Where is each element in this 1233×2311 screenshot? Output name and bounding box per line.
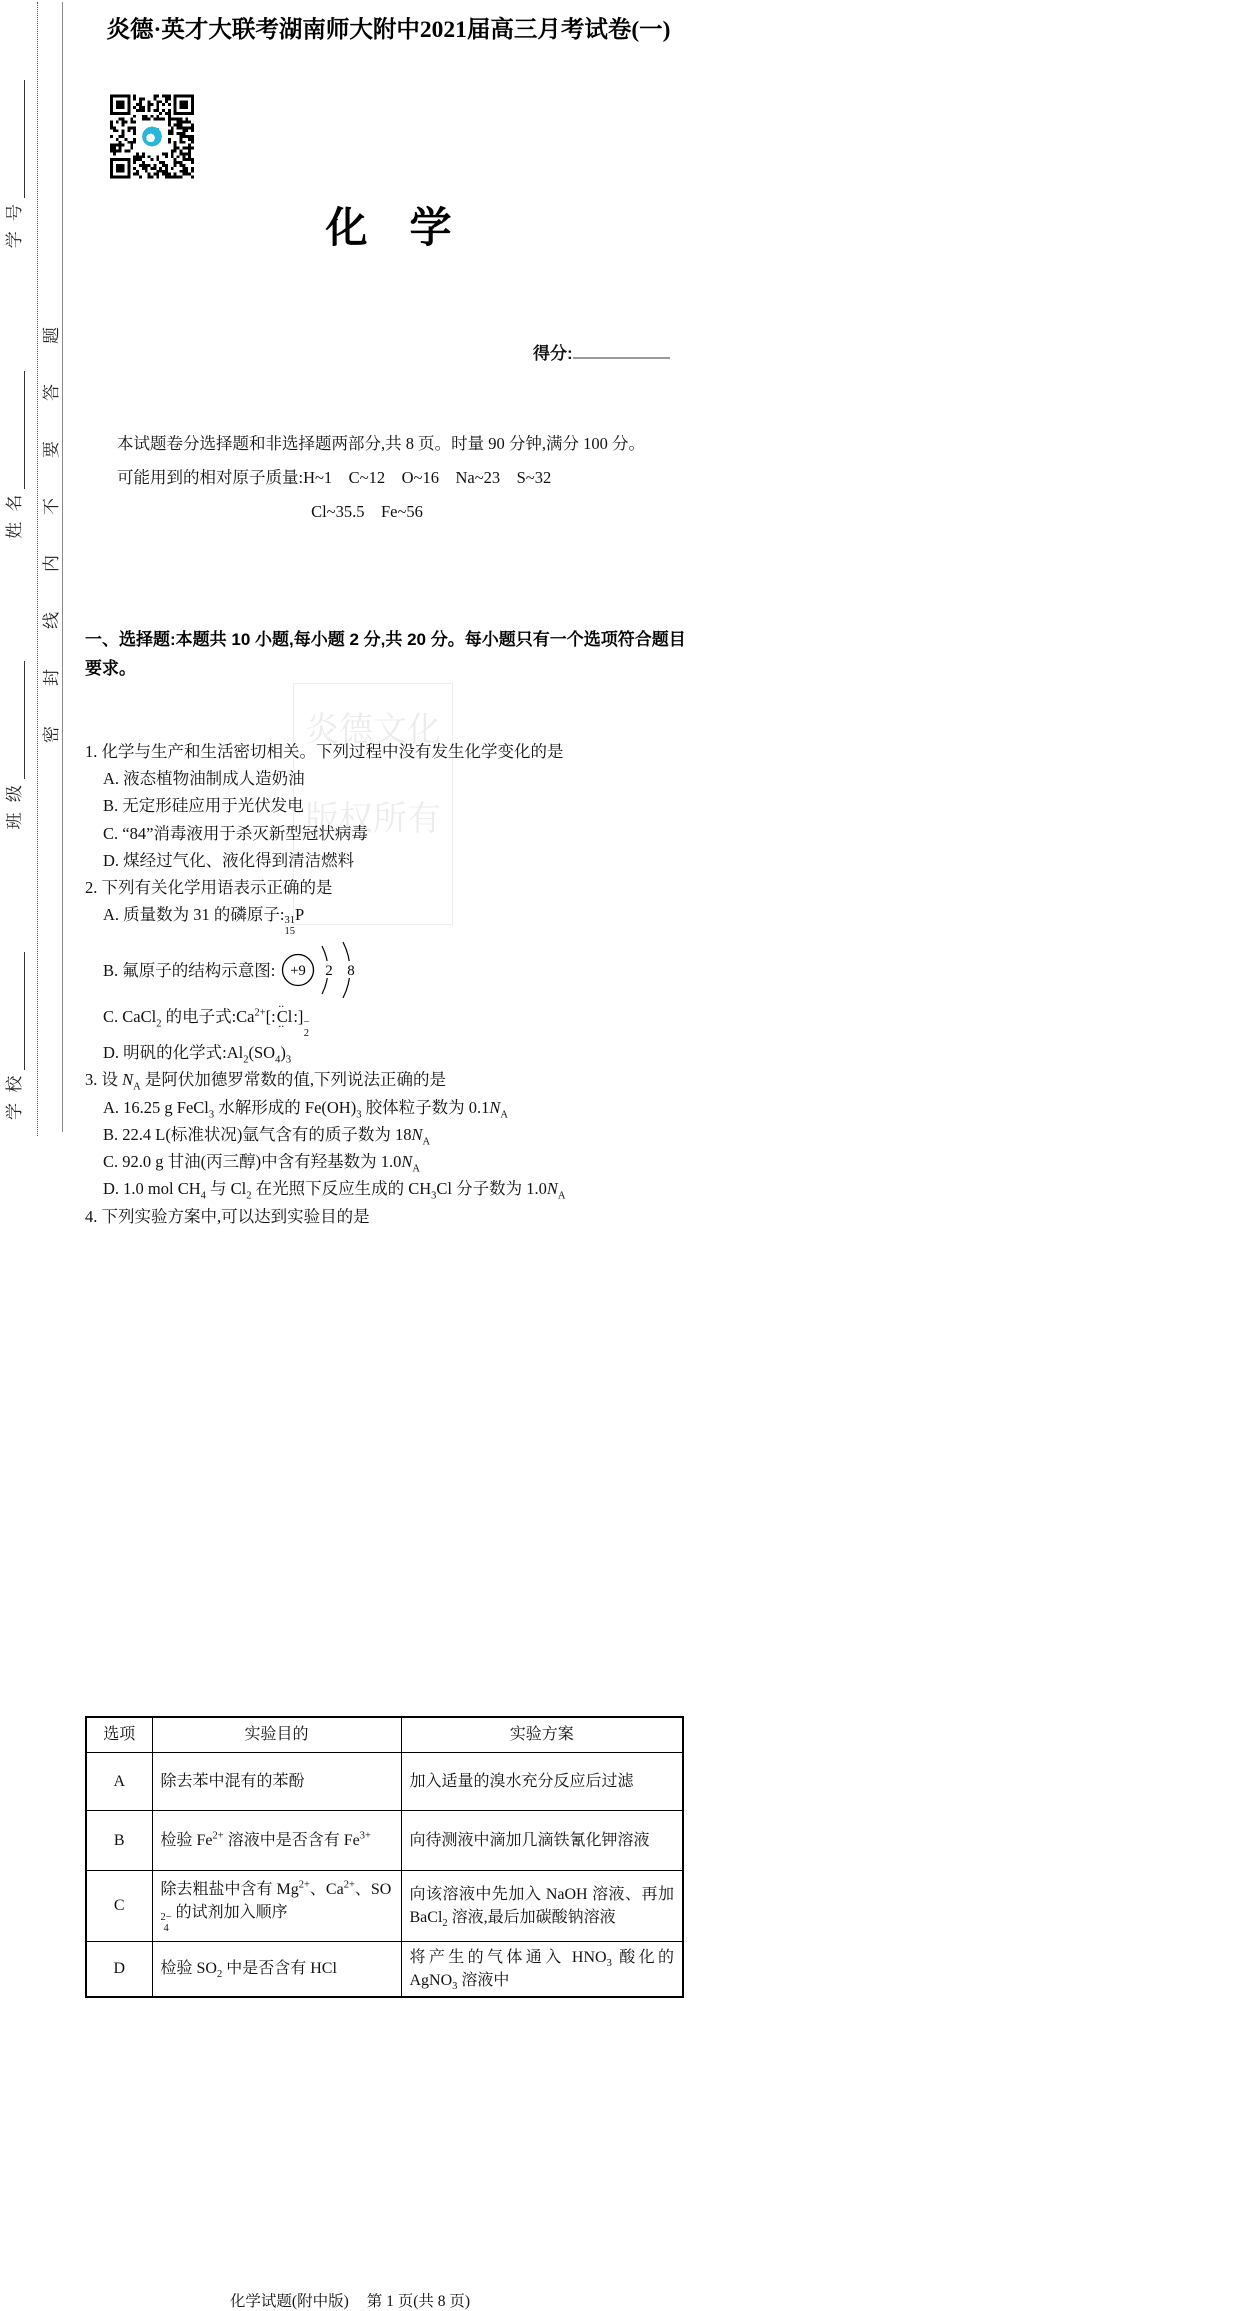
seal-line-text: 密封线内不要答题 xyxy=(42,287,61,743)
qr-logo xyxy=(139,123,165,149)
exam-instructions xyxy=(117,427,690,529)
field-student-id-label: 学 号 xyxy=(5,201,24,249)
questions xyxy=(85,738,691,1230)
section-heading: 一、选择题:本题共 10 小题,每小题 2 分,共 20 分。每小题只有一个选项符合题目要求。 xyxy=(85,630,686,678)
question-3-option-d: D. 1.0 mol $CH_4$ 与 $Cl_2$ 在光照下反应生成的 $CH_3Cl$ 分子数为 $1.0N_A$ xyxy=(103,1179,566,1202)
table-row xyxy=(86,1870,683,1941)
atom-structure-diagram xyxy=(277,937,377,1003)
score-block xyxy=(533,339,1233,364)
table-header-row xyxy=(86,1717,683,1753)
row-b-option: B xyxy=(86,1810,152,1870)
question-3-option-c: C. 92.0 g 甘油(丙三醇)中含有羟基数为 $1.0N_A$ xyxy=(103,1152,420,1175)
student-info-fields xyxy=(3,80,25,1120)
question-2-option-b xyxy=(85,937,691,1003)
exam-title: 炎德·英才大联考湖南师大附中2021届高三月考试卷(一) xyxy=(106,17,671,43)
row-d-purpose: 检验 $SO_2$ 中是否含有 HCl xyxy=(152,1941,401,1997)
field-name xyxy=(3,371,25,539)
question-1-option-b: B. 无定形硅应用于光伏发电 xyxy=(103,796,304,816)
score-blank xyxy=(573,342,670,359)
experiment-table xyxy=(85,1716,684,1998)
score-label: 得分: xyxy=(533,344,573,363)
field-class-blank xyxy=(11,661,25,779)
col-header-purpose: 实验目的 xyxy=(152,1717,401,1753)
instruction-line: 本试题卷分选择题和非选择题两部分,共 8 页。时量 90 分钟,满分 100 分。 xyxy=(117,434,645,453)
field-class-label: 班 级 xyxy=(5,782,24,830)
question-2-option-d: D. 明矾的化学式$:Al_2(SO_4)_3$ xyxy=(103,1043,292,1066)
svg-text:2: 2 xyxy=(325,963,334,980)
table-row xyxy=(86,1752,683,1810)
field-class xyxy=(3,661,25,829)
table-row xyxy=(86,1810,683,1870)
field-school-blank xyxy=(11,952,25,1070)
question-3-stem: 3. 设 $N_A$ 是阿伏加德罗常数的值,下列说法正确的是 xyxy=(85,1070,446,1093)
watermark-text: 版权所有 xyxy=(305,800,441,838)
qr-code xyxy=(110,93,194,180)
row-d-plan: 将产生的气体通入 $HNO_3$ 酸化的 AgNO$_3$ 溶液中 xyxy=(401,1941,683,1997)
question-1-stem: 1. 化学与生产和生活密切相关。下列过程中没有发生化学变化的是 xyxy=(85,742,564,761)
row-a-purpose: 除去苯中混有的苯酚 xyxy=(152,1752,401,1810)
question-2-stem: 2. 下列有关化学用语表示正确的是 xyxy=(85,878,333,898)
svg-text:+9: +9 xyxy=(290,963,307,980)
watermark-text: 炎德文化 xyxy=(305,711,441,749)
field-student-id-blank xyxy=(11,80,25,198)
question-1-option-d: D. 煤经过气化、液化得到清洁燃料 xyxy=(103,850,355,870)
atomic-mass-line-2: Cl~35.5 Fe~56 xyxy=(311,502,423,521)
question-1-option-c: C. “84”消毒液用于杀灭新型冠状病毒 xyxy=(103,823,368,843)
svg-text:8: 8 xyxy=(347,963,356,980)
row-b-purpose: 检验 $Fe^{2+}$ 溶液中是否含有 $Fe^{3+}$ xyxy=(152,1810,401,1870)
row-c-option: C xyxy=(86,1870,152,1941)
footer-page-number: 第 1 页(共 8 页) xyxy=(366,2292,471,2310)
row-d-option: D xyxy=(86,1941,152,1997)
atomic-mass-line: 可能用到的相对原子质量:H~1 C~12 O~16 Na~23 S~32 xyxy=(117,468,552,487)
row-c-purpose: 除去粗盐中含有 $Mg^{2+}$、$Ca^{2+}$、SO 2− 4 的试剂加入顺序 xyxy=(152,1870,401,1941)
row-b-plan: 向待测液中滴加几滴铁氰化钾溶液 xyxy=(401,1810,683,1870)
question-4-stem: 4. 下列实验方案中,可以达到实验目的是 xyxy=(85,1206,370,1226)
footer-doc-title: 化学试题(附中版) xyxy=(229,2292,349,2310)
question-3-option-a: A. 16.25 g FeCl$_3$ 水解形成的 $Fe(OH)_3$ 胶体粒子数为 $0.1N_A$ xyxy=(103,1097,508,1120)
question-2-option-b-label: B. 氟原子的结构示意图: xyxy=(103,960,276,980)
field-name-label: 姓 名 xyxy=(5,491,24,539)
question-1-option-a: A. 液态植物油制成人造奶油 xyxy=(103,769,305,789)
field-name-blank xyxy=(11,371,25,489)
question-2-option-c: C. CaCl$_2$ 的电子式$:Ca^{2+}[:\cdot \cdot Cl$ · ·:] − 2 xyxy=(85,1003,691,1039)
question-3-option-b: B. 22.4 L(标准状况)氩气含有的质子数为 $18N_A$ xyxy=(103,1124,431,1148)
col-header-option: 选项 xyxy=(86,1717,152,1753)
field-school xyxy=(3,952,25,1120)
table-row xyxy=(86,1941,683,1997)
field-student-id xyxy=(3,80,25,248)
field-school-label: 学 校 xyxy=(5,1072,24,1120)
row-a-plan: 加入适量的溴水充分反应后过滤 xyxy=(401,1752,683,1810)
col-header-plan: 实验方案 xyxy=(401,1717,683,1753)
row-c-plan: 向该溶液中先加入 NaOH 溶液、再加 BaCl$_2$ 溶液,最后加碳酸钠溶液 xyxy=(401,1870,683,1941)
seal-solid-line xyxy=(62,2,63,1132)
page-footer xyxy=(0,2289,700,2311)
question-2-option-a: A. 质量数为 31 的磷原子: 31 15 P xyxy=(103,905,305,938)
row-a-option: A xyxy=(86,1752,152,1810)
subject-title: 化 学 xyxy=(325,204,452,251)
